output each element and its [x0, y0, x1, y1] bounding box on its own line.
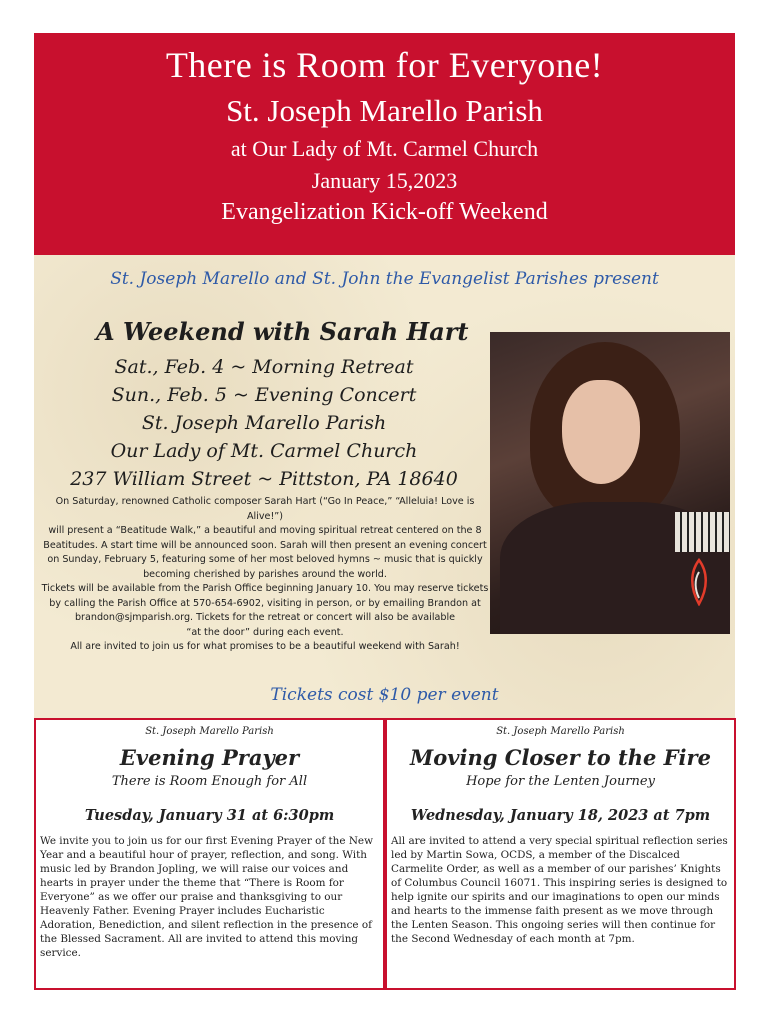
- evening-prayer-box: [34, 718, 385, 990]
- header-banner: [34, 33, 735, 255]
- flyer-event-lines: [64, 353, 464, 493]
- box-date: Wednesday, January 18, 2023 at 7pm: [410, 807, 711, 824]
- sarah-hart-photo: [490, 332, 730, 634]
- flyer-headline: A Weekend with Sarah Hart: [96, 317, 469, 346]
- flyer-desc-line: On Saturday, renowned Catholic composer Sarah Hart (“Go In Peace,” “Alleluia! Love is Alive!”): [55, 496, 475, 522]
- box-subheading: Hope for the Lenten Journey: [466, 774, 655, 789]
- box-heading: Moving Closer to the Fire: [410, 745, 711, 770]
- flyer-desc-line: becoming cherished by parishes around the world.: [143, 568, 387, 580]
- page-title: There is Room for Everyone!: [165, 45, 604, 85]
- parish-name: St. Joseph Marello Parish: [226, 93, 543, 128]
- flyer-desc-line: brandon@sjmparish.org. Tickets for the retreat or concert will also be available: [74, 612, 456, 623]
- flyer-presents: St. Joseph Marello and St. John the Evangelist Parishes present: [110, 269, 659, 289]
- flame-logo-icon: [686, 558, 712, 606]
- box-parish: St. Joseph Marello Parish: [496, 726, 625, 737]
- flyer-desc-line: “at the door” during each event.: [186, 626, 344, 638]
- flyer-desc-line: by calling the Parish Office at 570-654-6902, visiting in person, or by emailing Brandon at: [49, 597, 481, 609]
- event-date: January 15,2023: [311, 168, 458, 193]
- flyer-desc-line: Beatitudes. A start time will be announced soon. Sarah will then present an evening concert: [43, 539, 487, 551]
- flyer-desc-line: on Sunday, February 5, featuring some of her most beloved hymns ~ music that is quickly: [47, 554, 483, 565]
- sarah-hart-flyer: [34, 255, 735, 718]
- flyer-line-sunday: Sun., Feb. 5 ~ Evening Concert: [111, 384, 417, 406]
- flyer-line-address: 237 William Street ~ Pittston, PA 18640: [70, 468, 458, 490]
- flyer-desc-line: Tickets will be available from the Parish Office beginning January 10. You may reserve tickets: [41, 583, 489, 594]
- flyer-description: [40, 495, 490, 655]
- box-body: We invite you to join us for our first Evening Prayer of the New Year and a beautiful hour of prayer, reflection, and song. With music led by Brandon Jopling, we will raise our voices and hearts in prayer under the theme that “There is Room for Everyone” as we offer our praise and thanksgiving to our Heavenly Father. Evening Prayer includes Eucharistic Adoration, Benediction, and silent reflection in the presence of the Blessed Sacrament. All are invited to attend this moving service.: [40, 835, 373, 959]
- event-name: Evangelization Kick-off Weekend: [221, 199, 548, 225]
- flyer-desc-line: will present a “Beatitude Walk,” a beautiful and moving spiritual retreat centered on the 8: [48, 525, 482, 536]
- flyer-line-saturday: Sat., Feb. 4 ~ Morning Retreat: [114, 356, 414, 378]
- piano-keys: [675, 512, 730, 552]
- flyer-line-parish: St. Joseph Marello Parish: [141, 412, 387, 434]
- moving-closer-box: [385, 718, 736, 990]
- box-heading: Evening Prayer: [119, 745, 300, 770]
- flyer-line-church: Our Lady of Mt. Carmel Church: [110, 440, 418, 462]
- box-date: Tuesday, January 31 at 6:30pm: [84, 807, 335, 824]
- box-subheading: There is Room Enough for All: [111, 774, 308, 789]
- box-parish: St. Joseph Marello Parish: [145, 726, 274, 737]
- box-body: All are invited to attend a very special spiritual reflection series led by Martin Sowa, OCDS, a member of the Discalced Carmelite Order, as well as a member of our parishes’ Knights of Columbus Council 16071. This inspiring series is designed to help ignite our spirits and our imaginations to open our minds and hearts to the immense faith present as we move through the Lenten Season. This ongoing series will then continue for the Second Wednesday of each month at 7pm.: [391, 835, 728, 945]
- church-name: at Our Lady of Mt. Carmel Church: [230, 136, 539, 161]
- tickets-price: Tickets cost $10 per event: [270, 685, 499, 705]
- flyer-desc-line: All are invited to join us for what promises to be a beautiful weekend with Sarah!: [70, 641, 460, 652]
